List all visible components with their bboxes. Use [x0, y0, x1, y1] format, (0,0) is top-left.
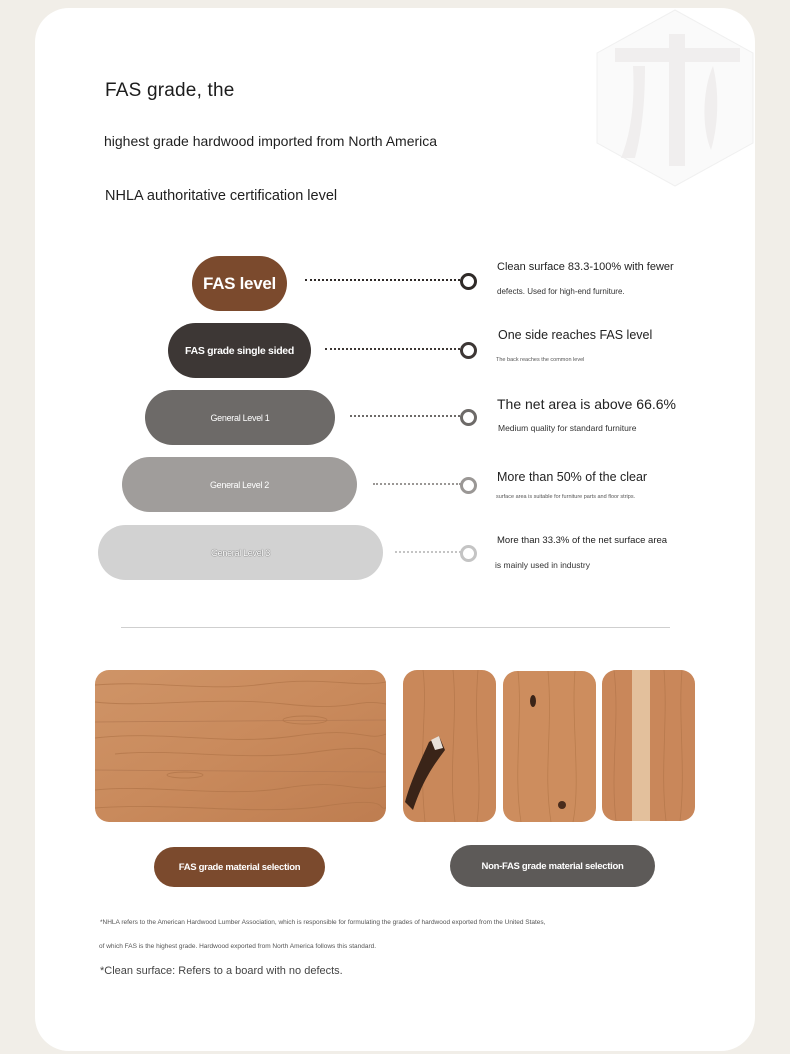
fas-wood-sample-image: [95, 670, 386, 822]
grade-desc-general-3: More than 33.3% of the net surface area: [497, 535, 668, 546]
brand-logo-watermark: [593, 8, 755, 188]
grade-note-general-3: is mainly used in industry: [495, 560, 590, 570]
footnote-nhla-2: of which FAS is the highest grade. Hardwood exported from North America follows this standard.: [99, 943, 377, 950]
grade-pill-general-2: General Level 2: [122, 457, 357, 512]
connector-line: [325, 348, 460, 350]
non-fas-wood-sample-1-image: [403, 670, 496, 822]
connector-line: [373, 483, 461, 485]
content-card: [35, 8, 755, 1051]
grade-pill-general-3: General Level 3: [98, 525, 383, 580]
page-title: FAS grade, the: [105, 80, 235, 101]
connector-line: [350, 415, 460, 417]
grade-pill-fas-single-sided: FAS grade single sided: [168, 323, 311, 378]
grade-note-single-sided: The back reaches the common level: [496, 357, 585, 363]
fas-material-selection-label: FAS grade material selection: [154, 847, 325, 887]
non-fas-material-selection-label: Non-FAS grade material selection: [450, 845, 655, 887]
connector-line: [305, 279, 460, 281]
grade-desc-general-1: The net area is above 66.6%: [497, 396, 677, 412]
grade-desc-fas: Clean surface 83.3-100% with fewer: [497, 261, 674, 273]
grade-pill-fas: FAS level: [192, 256, 287, 311]
connector-ring-icon: [460, 477, 477, 494]
section-divider: [121, 627, 670, 628]
non-fas-wood-sample-2-image: [503, 671, 596, 822]
grade-pill-general-1: General Level 1: [145, 390, 335, 445]
certification-label: NHLA authoritative certification level: [105, 188, 338, 204]
non-fas-wood-sample-3-image: [602, 670, 695, 821]
connector-ring-icon: [460, 545, 477, 562]
connector-line: [395, 551, 461, 553]
grade-note-fas: defects. Used for high-end furniture.: [497, 287, 625, 296]
connector-ring-icon: [460, 409, 477, 426]
grade-note-general-2: surface area is suitable for furniture parts and floor strips.: [496, 494, 636, 500]
page-subtitle: highest grade hardwood imported from North America: [104, 133, 438, 149]
grade-desc-single-sided: One side reaches FAS level: [498, 328, 653, 342]
footnote-nhla-1: *NHLA refers to the American Hardwood Lumber Association, which is responsible for formulating the grades of hardwood exported from the United States,: [100, 919, 546, 926]
grade-note-general-1: Medium quality for standard furniture: [498, 423, 637, 433]
grade-desc-general-2: More than 50% of the clear: [497, 470, 648, 484]
connector-ring-icon: [460, 342, 477, 359]
connector-ring-icon: [460, 273, 477, 290]
footnote-clean-surface: *Clean surface: Refers to a board with no defects.: [100, 965, 343, 977]
